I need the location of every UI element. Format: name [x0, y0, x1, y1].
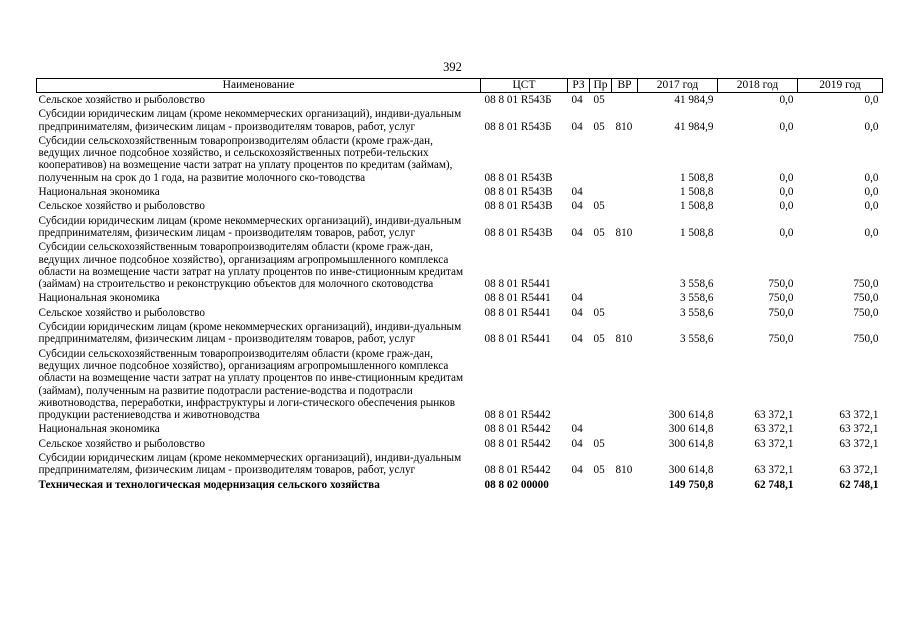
- row-name: Национальная экономика: [38, 186, 160, 199]
- row-value-2019: 750,0: [853, 278, 879, 291]
- row-value-2018: 0,0: [779, 226, 794, 239]
- row-pr: 05: [593, 226, 605, 239]
- row-value-2018: 750,0: [768, 306, 794, 319]
- header-rz: РЗ: [568, 79, 590, 93]
- table-header: [37, 79, 883, 93]
- header-vr: ВР: [612, 79, 638, 93]
- row-vr: [612, 199, 638, 213]
- row-pr: 05: [593, 120, 605, 133]
- row-value-2019: 63 372,1: [839, 423, 879, 436]
- row-value-2017: 1 508,8: [679, 171, 714, 184]
- row-code: 08 8 01 R5442: [484, 409, 551, 422]
- row-value-2019: 750,0: [853, 333, 879, 346]
- row-code: 08 8 01 R543В: [484, 186, 553, 199]
- row-code: 08 8 01 R5441: [484, 306, 551, 319]
- row-pr: [590, 422, 612, 436]
- row-pr: [590, 240, 612, 291]
- row-value-2018: 63 372,1: [754, 423, 794, 436]
- row-pr: 05: [593, 437, 605, 450]
- row-value-2017: 300 614,8: [668, 464, 714, 477]
- row-rz: 04: [571, 186, 583, 199]
- row-pr: 05: [593, 94, 605, 106]
- table-row: [37, 291, 883, 305]
- row-value-2019: 0,0: [864, 94, 879, 106]
- row-pr: [590, 291, 612, 305]
- row-code: 08 8 01 R543Б: [484, 94, 552, 106]
- table-row: [37, 93, 883, 108]
- row-value-2017: 3 558,6: [679, 306, 714, 319]
- row-name: Субсидии юридическим лицам (кроме некоммерческих организаций), индиви-дуальным предпринимателям, физическим лицам - производителям товаров, работ, услуг: [38, 452, 462, 477]
- row-value-2019: 63 372,1: [839, 437, 879, 450]
- row-code: 08 8 01 R543В: [484, 200, 553, 213]
- row-rz: 04: [571, 200, 583, 213]
- table-row: [37, 347, 883, 423]
- row-pr: [590, 478, 612, 492]
- row-rz: 04: [571, 464, 583, 477]
- row-rz: 04: [571, 437, 583, 450]
- row-value-2019: 0,0: [864, 186, 879, 199]
- row-code: 08 8 02 00000: [484, 478, 549, 491]
- row-rz: 04: [571, 423, 583, 436]
- table-row: [37, 214, 883, 241]
- row-rz: 04: [571, 292, 583, 305]
- row-value-2019: 0,0: [864, 120, 879, 133]
- row-name: Субсидии сельскохозяйственным товаропроизводителям области (кроме граж-дан, ведущих личное подсобное хозяйство, и сельскохозяйственных потреби-тельских кооперативов) на возмещение части затрат на уплату процентов по кредитам (займам), полученным на срок до 1 года, на развитие молочного ско-товодства: [38, 134, 453, 184]
- table-row: [37, 199, 883, 213]
- row-pr: 05: [593, 333, 605, 346]
- row-name: Национальная экономика: [38, 423, 160, 436]
- row-value-2017: 3 558,6: [679, 292, 714, 305]
- row-value-2019: 0,0: [864, 200, 879, 213]
- header-name: Наименование: [37, 79, 481, 93]
- row-value-2018: 62 748,1: [754, 478, 794, 491]
- table-row: [37, 422, 883, 436]
- row-pr: [590, 185, 612, 199]
- table-row: [37, 451, 883, 478]
- row-vr: [612, 291, 638, 305]
- row-vr: 810: [615, 333, 633, 346]
- page-number: 392: [443, 60, 462, 74]
- row-code: 08 8 01 R543В: [484, 171, 553, 184]
- row-rz: [568, 240, 590, 291]
- row-value-2018: 0,0: [779, 120, 794, 133]
- row-vr: [612, 422, 638, 436]
- row-rz: 04: [571, 333, 583, 346]
- row-code: 08 8 01 R5441: [484, 278, 551, 291]
- row-value-2017: 300 614,8: [668, 437, 714, 450]
- row-pr: 05: [593, 306, 605, 319]
- table-row: [37, 240, 883, 291]
- header-code: ЦСТ: [481, 79, 568, 93]
- row-name: Субсидии юридическим лицам (кроме некоммерческих организаций), индиви-дуальным предпринимателям, физическим лицам - производителям товаров, работ, услуг: [38, 214, 462, 239]
- row-value-2017: 41 984,9: [674, 120, 714, 133]
- row-code: 08 8 01 R5442: [484, 464, 551, 477]
- row-vr: [612, 185, 638, 199]
- row-value-2017: 1 508,8: [679, 226, 714, 239]
- row-name: Субсидии сельскохозяйственным товаропроизводителям области (кроме граж-дан, ведущих личное подсобное хозяйство), организациям агропромышленного комплекса области на возмещение части затрат на уплату процентов по инве-стиционным кредитам (займам), полученным на развитие подотрасли растение-водства и подотрасли животноводства, переработки, инфраструктуры и логи-стического обеспечения рынков продукции растениеводства и животноводства: [38, 347, 464, 422]
- row-value-2019: 0,0: [864, 171, 879, 184]
- row-rz: [568, 478, 590, 492]
- row-value-2019: 63 372,1: [839, 409, 879, 422]
- row-name: Субсидии сельскохозяйственным товаропроизводителям области (кроме граж-дан, ведущих личное подсобное хозяйство), организациям агропромышленного комплекса области на возмещение части затрат на уплату процентов по инве-стиционным кредитам (займам) на строительство и реконструкцию объектов для молочного скотоводства: [38, 241, 464, 291]
- row-code: 08 8 01 R543Б: [484, 120, 552, 133]
- table-row: [37, 306, 883, 320]
- row-vr: [612, 478, 638, 492]
- row-value-2019: 63 372,1: [839, 464, 879, 477]
- row-value-2017: 3 558,6: [679, 333, 714, 346]
- row-code: 08 8 01 R5441: [484, 292, 551, 305]
- row-value-2017: 1 508,8: [679, 186, 714, 199]
- row-rz: 04: [571, 120, 583, 133]
- row-rz: [568, 134, 590, 185]
- row-rz: 04: [571, 226, 583, 239]
- row-rz: 04: [571, 306, 583, 319]
- row-vr: [612, 437, 638, 451]
- row-value-2019: 0,0: [864, 226, 879, 239]
- table-row: [37, 107, 883, 134]
- row-value-2018: 63 372,1: [754, 437, 794, 450]
- table-row: [37, 185, 883, 199]
- row-name: Сельское хозяйство и рыболовство: [38, 437, 205, 450]
- row-value-2019: 750,0: [853, 306, 879, 319]
- row-vr: [612, 347, 638, 423]
- table-body: [37, 93, 883, 492]
- row-value-2018: 0,0: [779, 200, 794, 213]
- row-code: 08 8 01 R5442: [484, 437, 551, 450]
- row-vr: [612, 134, 638, 185]
- row-pr: 05: [593, 464, 605, 477]
- row-name: Техническая и технологическая модернизация сельского хозяйства: [38, 478, 380, 491]
- row-pr: [590, 347, 612, 423]
- row-rz: [568, 347, 590, 423]
- header-2018: 2018 год: [718, 79, 798, 93]
- row-name: Сельское хозяйство и рыболовство: [38, 306, 205, 319]
- row-value-2018: 0,0: [779, 94, 794, 106]
- row-vr: 810: [615, 226, 633, 239]
- row-name: Сельское хозяйство и рыболовство: [38, 200, 205, 213]
- row-name: Сельское хозяйство и рыболовство: [38, 94, 205, 106]
- table-row: [37, 320, 883, 347]
- row-value-2018: 750,0: [768, 278, 794, 291]
- row-code: 08 8 01 R5441: [484, 333, 551, 346]
- row-vr: [612, 240, 638, 291]
- table-row: [37, 437, 883, 451]
- budget-table: [36, 78, 883, 492]
- header-2017: 2017 год: [638, 79, 718, 93]
- row-name: Субсидии юридическим лицам (кроме некоммерческих организаций), индиви-дуальным предпринимателям, физическим лицам - производителям товаров, работ, услуг: [38, 321, 462, 346]
- header-2019: 2019 год: [798, 79, 883, 93]
- row-vr: 810: [615, 464, 633, 477]
- row-code: 08 8 01 R5442: [484, 423, 551, 436]
- row-value-2017: 300 614,8: [668, 409, 714, 422]
- table-row: [37, 478, 883, 492]
- row-value-2018: 0,0: [779, 171, 794, 184]
- row-vr: [612, 93, 638, 108]
- row-value-2019: 62 748,1: [839, 478, 879, 491]
- row-value-2018: 750,0: [768, 292, 794, 305]
- row-value-2019: 750,0: [853, 292, 879, 305]
- row-pr: [590, 134, 612, 185]
- header-pr: Пр: [590, 79, 612, 93]
- row-value-2018: 0,0: [779, 186, 794, 199]
- row-value-2017: 3 558,6: [679, 278, 714, 291]
- row-name: Субсидии юридическим лицам (кроме некоммерческих организаций), индиви-дуальным предпринимателям, физическим лицам - производителям товаров, работ, услуг: [38, 108, 462, 133]
- row-value-2018: 750,0: [768, 333, 794, 346]
- table-row: [37, 134, 883, 185]
- row-value-2017: 41 984,9: [674, 94, 714, 106]
- row-code: 08 8 01 R543В: [484, 226, 553, 239]
- row-value-2018: 63 372,1: [754, 409, 794, 422]
- row-value-2017: 300 614,8: [668, 423, 714, 436]
- row-pr: 05: [593, 200, 605, 213]
- row-value-2018: 63 372,1: [754, 464, 794, 477]
- row-value-2017: 149 750,8: [668, 478, 714, 491]
- row-name: Национальная экономика: [38, 292, 160, 305]
- row-rz: 04: [571, 94, 583, 106]
- row-value-2017: 1 508,8: [679, 200, 714, 213]
- row-vr: [612, 306, 638, 320]
- row-vr: 810: [615, 120, 633, 133]
